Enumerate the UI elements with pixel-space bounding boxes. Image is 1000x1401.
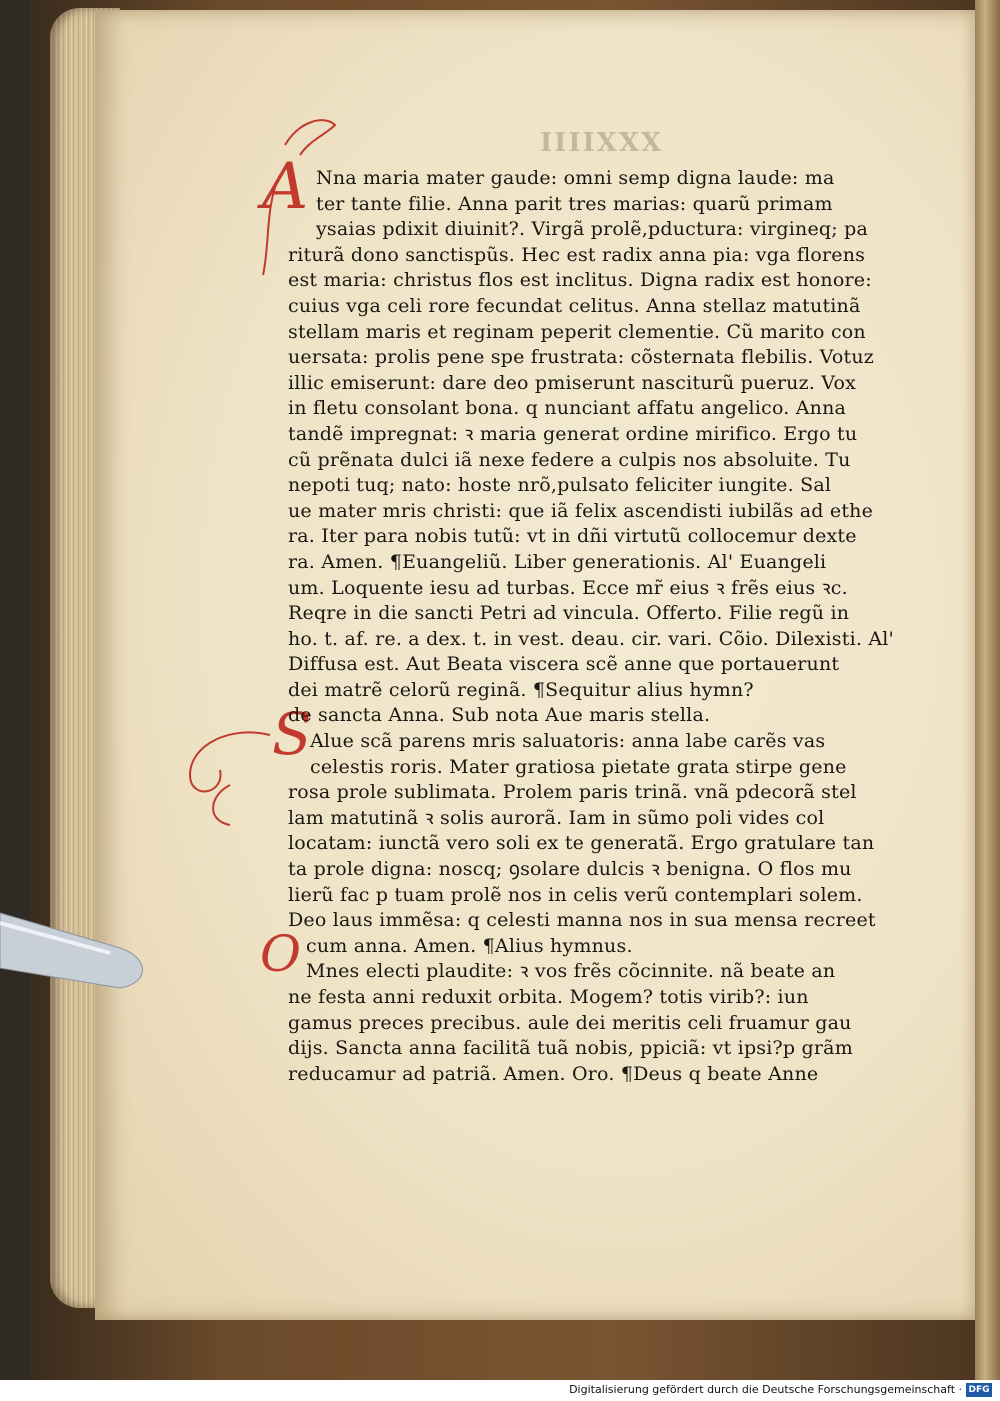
funding-credit: Digitalisierung gefördert durch die Deutsche Forschungsgemeinschaft · xyxy=(569,1383,962,1396)
text-line: uersata: prolis pene spe frustrata: cõsternata flebilis. Votuz xyxy=(288,346,874,369)
text-line: dijs. Sancta anna facilitã tuã nobis, ppiciã: vt ipsi?p grãm xyxy=(288,1037,853,1060)
text-line: lam matutinã ꝛ solis aurorã. Iam in sũmo poli vides col xyxy=(288,806,825,829)
folio-number: IIIIXXX xyxy=(540,128,664,158)
text-line: Deo laus immẽsa: q celesti manna nos in sua mensa recreet xyxy=(288,909,876,932)
text-line: cũ prẽnata dulci iã nexe federe a culpis nos absoluite. Tu xyxy=(288,448,851,471)
text-line: reducamur ad patriã. Amen. Oro. ¶Deus q beate Anne xyxy=(288,1062,819,1085)
text-line: celestis roris. Mater gratiosa pietate grata stirpe gene xyxy=(310,755,847,778)
red-initial-s: S xyxy=(272,700,312,768)
text-line: nepoti tuq; nato: hoste nrõ,pulsato feliciter iungite. Sal xyxy=(288,474,832,497)
page-text xyxy=(288,166,908,1087)
red-initial-o: O xyxy=(260,925,301,983)
text-line: est maria: christus flos est inclitus. Digna radix est honore: xyxy=(288,269,872,292)
text-line: locatam: iunctã vero soli ex te generatã. Ergo gratulare tan xyxy=(288,832,875,855)
facing-page-edge xyxy=(975,0,1000,1380)
footer-bar xyxy=(0,1380,1000,1401)
text-line: ta prole digna: noscq; ꝯsolare dulcis ꝛ benigna. O flos mu xyxy=(288,858,852,881)
text-line: cuius vga celi rore fecundat celitus. Anna stellaz matutinã xyxy=(288,294,861,317)
dfg-logo-icon: DFG xyxy=(966,1383,992,1397)
text-line: Nna maria mater gaude: omni semp digna laude: ma xyxy=(316,167,835,189)
text-line: dei matrẽ celorũ reginã. ¶Sequitur alius hymn? xyxy=(288,678,754,701)
text-line: ter tante filie. Anna parit tres marias: quarũ primam xyxy=(316,192,833,215)
text-line: ysaias pdixit diuinit?. Virgã prolẽ,pductura: virgineq; pa xyxy=(316,218,868,241)
scan-pointer-tool xyxy=(0,908,150,1008)
text-line: Alue scã parens mris saluatoris: anna labe carẽs vas xyxy=(310,730,826,753)
red-initial-a: A xyxy=(262,150,309,224)
text-line: riturã dono sanctispũs. Hec est radix anna pia: vga florens xyxy=(288,243,866,266)
text-line: Mnes electi plaudite: ꝛ vos frẽs cõcinnite. nã beate an xyxy=(306,960,836,983)
text-line: Reqre in die sancti Petri ad vincula. Offerto. Filie regũ in xyxy=(288,602,850,625)
rubric-flourish-middle xyxy=(170,725,280,835)
text-line: illic emiserunt: dare deo pmiserunt nasciturũ pueruz. Vox xyxy=(288,371,857,394)
text-line: ne festa anni reduxit orbita. Mogem? totis virib?: iun xyxy=(288,986,809,1008)
text-line: tandẽ impregnat: ꝛ maria generat ordine mirifico. Ergo tu xyxy=(288,422,858,445)
text-line: gamus preces precibus. aule dei meritis celi fruamur gau xyxy=(288,1011,852,1034)
text-line: um. Loquente iesu ad turbas. Ecce mr̃ eius ꝛ frẽs eius ꝛc. xyxy=(288,576,848,599)
text-line: lierũ fac p tuam prolẽ nos in celis verũ contemplari solem. xyxy=(288,883,863,906)
text-line: ho. t. af. re. a dex. t. in vest. deau. cir. vari. Cõio. Dilexisti. Al' xyxy=(288,627,894,650)
text-line: cum anna. Amen. ¶Alius hymnus. xyxy=(306,934,633,957)
text-line: ra. Amen. ¶Euangeliũ. Liber generationis. Al' Euangeli xyxy=(288,550,827,573)
text-line: Diffusa est. Aut Beata viscera scẽ anne que portauerunt xyxy=(288,653,840,676)
text-line: ue mater mris christi: que iã felix ascendisti iubilãs ad ethe xyxy=(288,499,874,522)
text-line: rosa prole sublimata. Prolem paris trinã. vnã pdecorã stel xyxy=(288,781,857,804)
text-line: in fletu consolant bona. q nunciant affatu angelico. Anna xyxy=(288,397,847,420)
text-line: ra. Iter para nobis tutũ: vt in dñi virtutũ collocemur dexte xyxy=(288,525,857,548)
text-line: de sancta Anna. Sub nota Aue maris stella. xyxy=(288,704,711,727)
text-line: stellam maris et reginam peperit clementie. Cũ marito con xyxy=(288,320,866,343)
